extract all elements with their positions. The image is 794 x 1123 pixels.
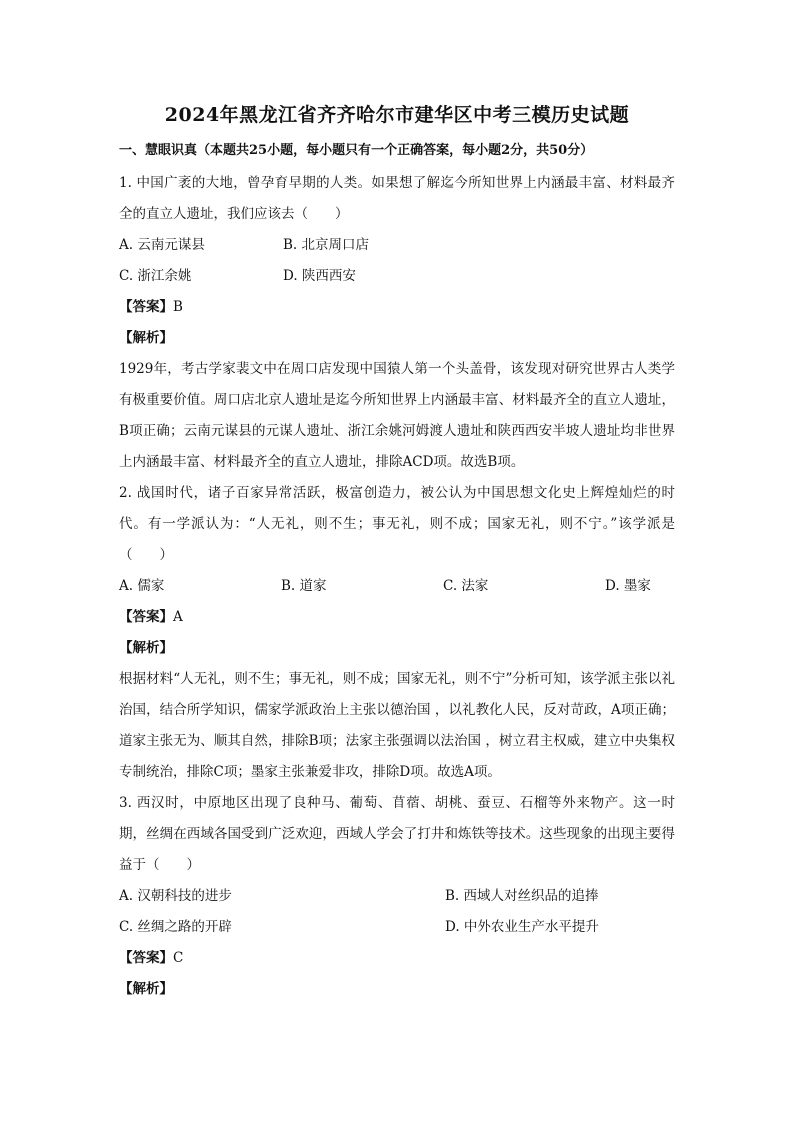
answer-value: B: [173, 299, 183, 315]
option-b: B. 北京周口店: [283, 237, 370, 253]
options-row: [119, 261, 675, 292]
answer-label: 【答案】: [119, 299, 173, 315]
exam-page: [119, 100, 675, 1005]
answer-label: 【答案】: [119, 950, 173, 966]
analysis-label: 【解析】: [119, 640, 173, 656]
question-stem: 2. 战国时代，诸子百家异常活跃，极富创造力，被公认为中国思想文化史上辉煌灿烂的时代。有一学派认为：“人无礼，则不生；事无礼，则不成；国家无礼，则不宁。”该学派是（ ）: [119, 485, 675, 563]
option-b: B. 西域人对丝织品的追捧: [445, 888, 599, 904]
option-c: C. 浙江余姚: [119, 268, 192, 284]
question-3: [119, 788, 675, 1005]
answer-line: [119, 292, 675, 323]
answer-label: 【答案】: [119, 609, 173, 625]
option-b: B. 道家: [281, 578, 327, 594]
option-c: C. 丝绸之路的开辟: [119, 919, 232, 935]
option-a: A. 云南元谋县: [119, 237, 205, 253]
answer-value: A: [173, 609, 183, 625]
section-heading: 一、慧眼识真（本题共25小题，每小题只有一个正确答案，每小题2分，共50分）: [119, 143, 594, 158]
answer-line: [119, 943, 675, 974]
analysis-label: 【解析】: [119, 330, 173, 346]
answer-line: [119, 602, 675, 633]
page-title: 2024年黑龙江省齐齐哈尔市建华区中考三模历史试题: [164, 104, 630, 126]
option-d: D. 陕西西安: [283, 268, 356, 284]
question-1: [119, 168, 675, 478]
option-a: A. 儒家: [119, 578, 165, 594]
answer-value: C: [173, 950, 184, 966]
analysis-label: 【解析】: [119, 981, 173, 997]
options-row: [119, 230, 675, 261]
options-row: [119, 571, 675, 602]
question-stem: 1. 中国广袤的大地，曾孕育早期的人类。如果想了解迄今所知世界上内涵最丰富、材料最齐全的直立人遗址，我们应该去（ ）: [119, 175, 675, 222]
option-a: A. 汉朝科技的进步: [119, 888, 232, 904]
analysis-text: 根据材料“人无礼，则不生；事无礼，则不成；国家无礼，则不宁”分析可知，该学派主张以礼治国，结合所学知识，儒家学派政治上主张以德治国 ，以礼教化人民，反对苛政，A项正确；道家主张无为、顺其自然，排除B项；法家主张强调以法治国 ，树立君主权威，建立中央集权专制统治，排除C项；墨家主张兼爱非攻，排除D项。故选A项。: [119, 671, 675, 780]
analysis-text: 1929年，考古学家裴文中在周口店发现中国猿人第一个头盖骨，该发现对研究世界古人类学有极重要价值。周口店北京人遗址是迄今所知世界上内涵最丰富、材料最齐全的直立人遗址，B项正确；云南元谋县的元谋人遗址、浙江余姚河姆渡人遗址和陕西西安半坡人遗址均非世界上内涵最丰富、材料最齐全的直立人遗址，排除ACD项。故选B项。: [119, 361, 675, 470]
option-d: D. 墨家: [605, 578, 651, 594]
option-d: D. 中外农业生产水平提升: [445, 919, 599, 935]
option-c: C. 法家: [443, 578, 489, 594]
question-stem: 3. 西汉时，中原地区出现了良种马、葡萄、苜蓿、胡桃、蚕豆、石榴等外来物产。这一时期，丝绸在西域各国受到广泛欢迎，西域人学会了打井和炼铁等技术。这些现象的出现主要得益于（ ）: [119, 795, 675, 873]
options-row: [119, 881, 675, 912]
options-row: [119, 912, 675, 943]
question-2: [119, 478, 675, 788]
